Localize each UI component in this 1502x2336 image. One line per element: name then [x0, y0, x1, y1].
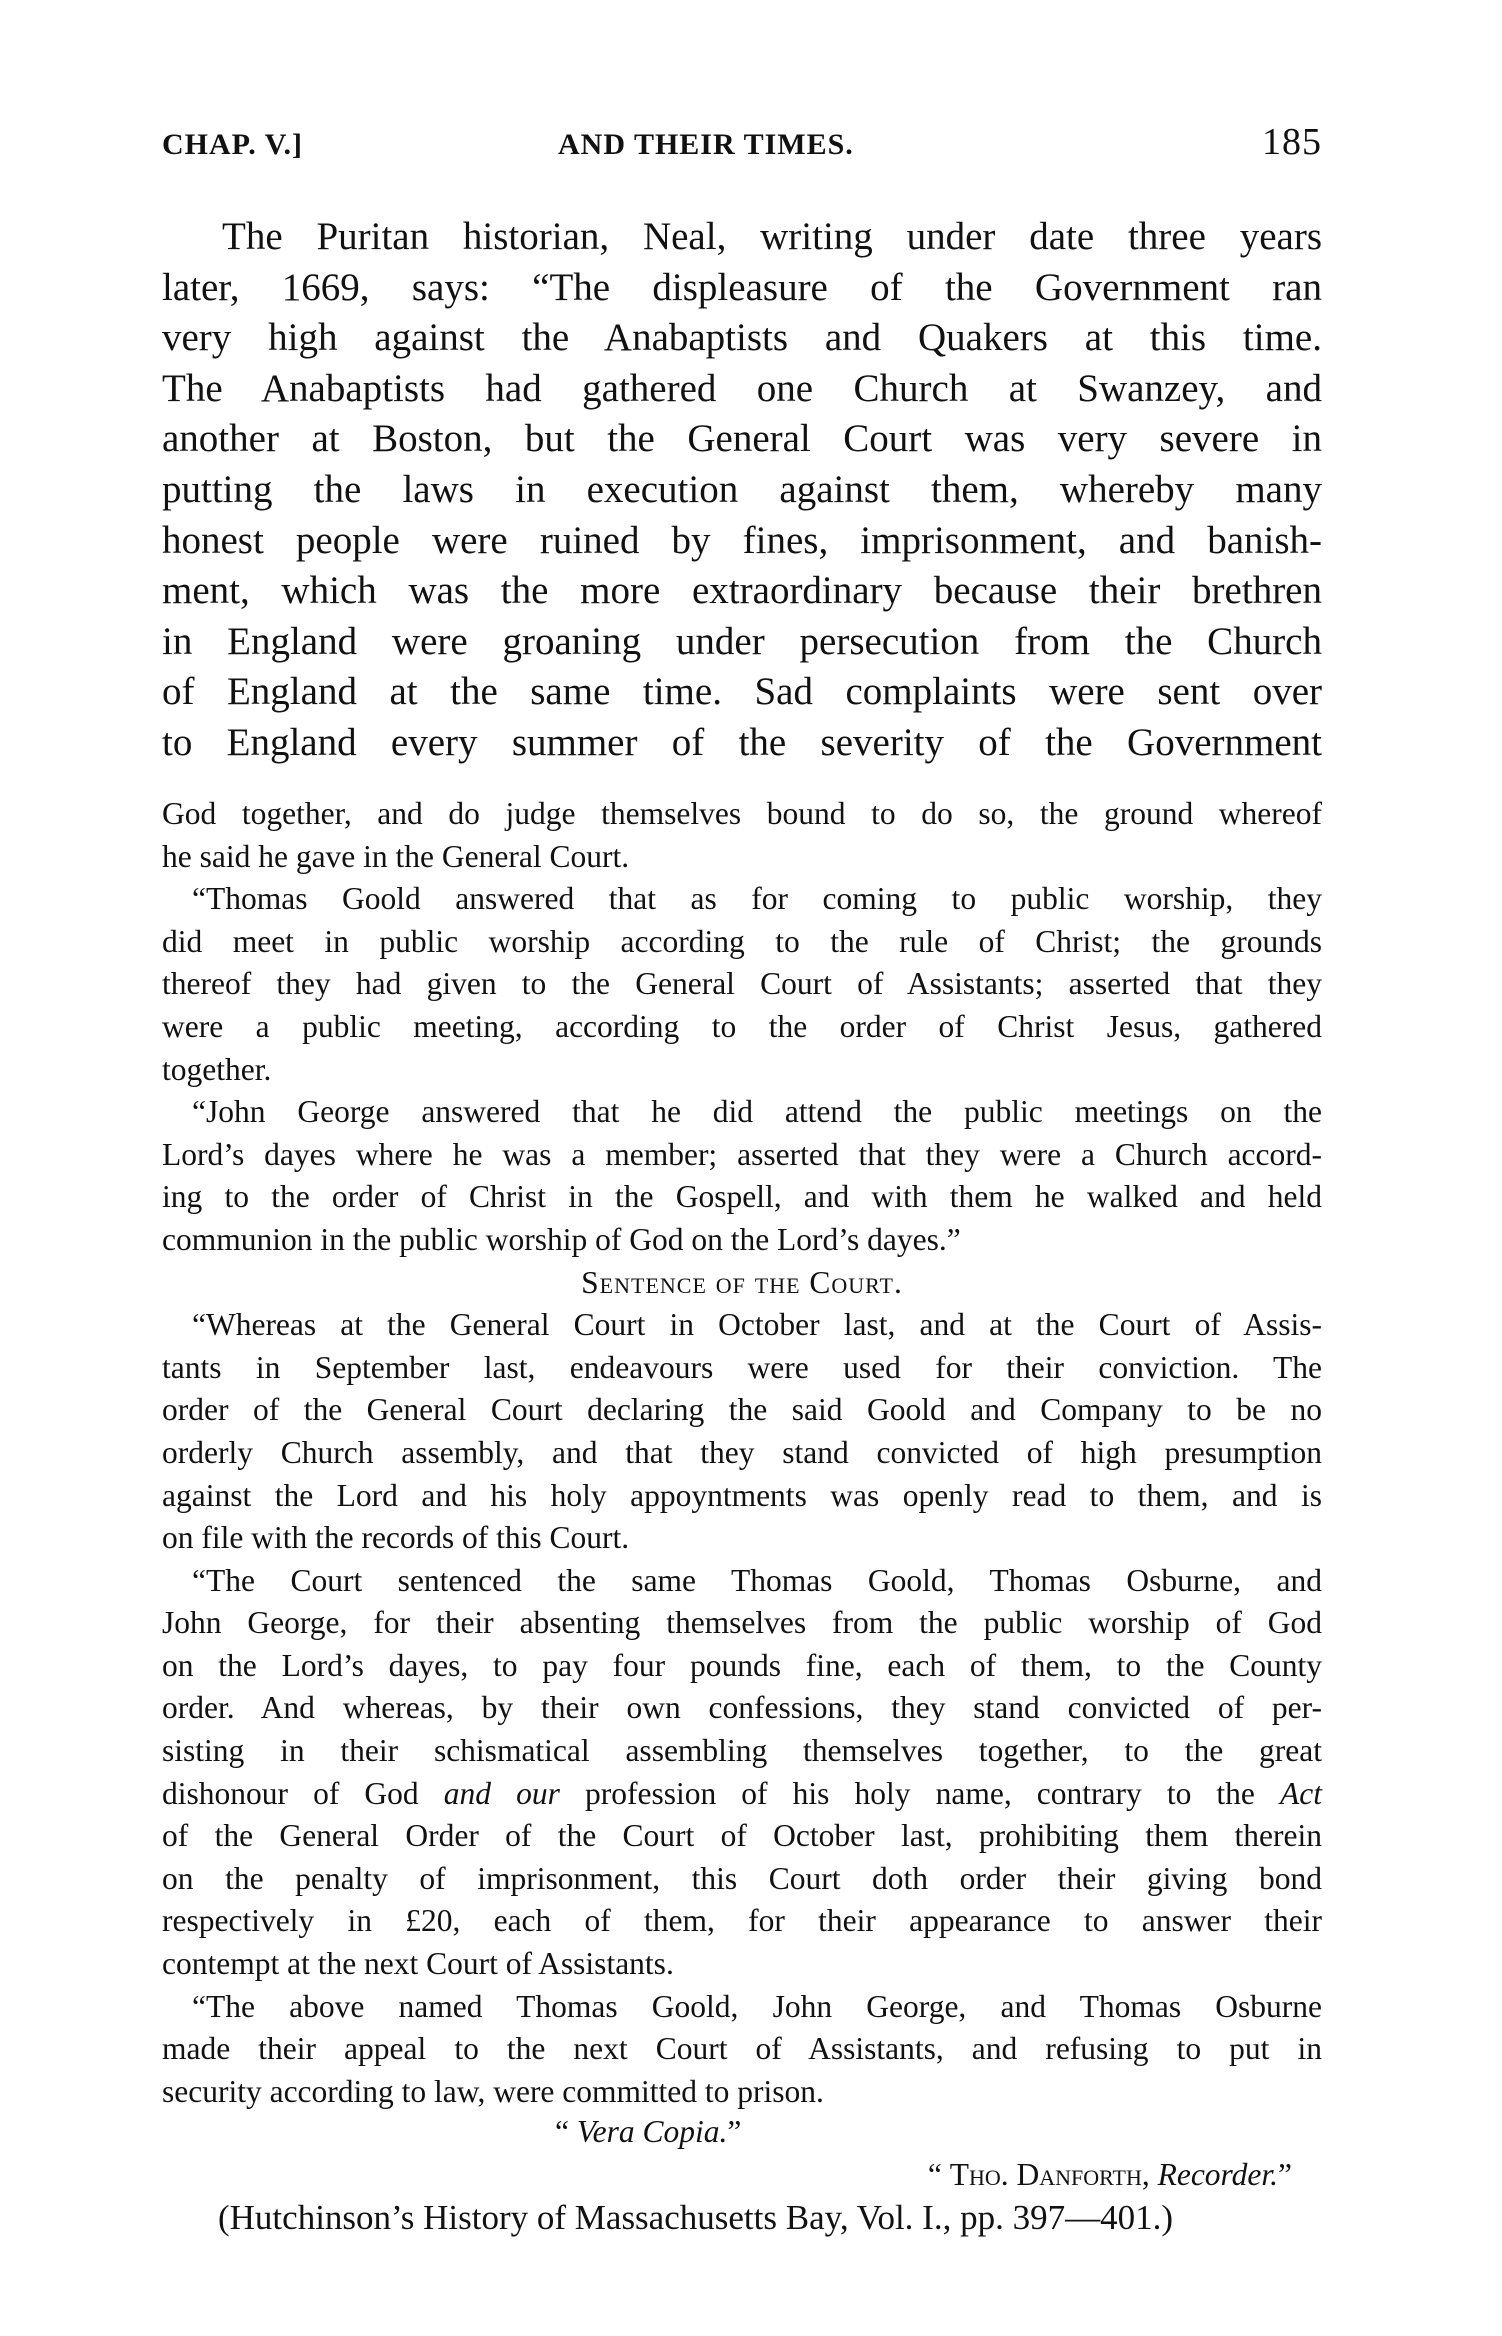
- recorder-name: Tho. Danforth,: [949, 2157, 1150, 2192]
- recorder-signature: [928, 2157, 1292, 2193]
- footnote-line: “John George answered that he did attend the public meetings on the: [192, 1094, 1322, 1130]
- italic-text: Act: [1280, 1775, 1322, 1811]
- text-segment: dishonour of God: [162, 1775, 444, 1811]
- footnote-line: thereof they had given to the General Court of Assistants; asserted that they: [162, 966, 1322, 1002]
- text-line: later, 1669, says: “The displeasure of the Government ran: [162, 265, 1322, 309]
- text-line: in England were groaning under persecution from the Church: [162, 619, 1322, 663]
- footnote-line: God together, and do judge themselves bound to do so, the ground whereof: [162, 796, 1322, 831]
- quote-close: ”: [1278, 2157, 1292, 2192]
- footnote-line: contempt at the next Court of Assistants.: [162, 1946, 674, 1982]
- running-head-chapter: CHAP. V.]: [162, 128, 303, 161]
- italic-text: and our: [443, 1775, 560, 1811]
- page-number: 185: [1262, 121, 1322, 163]
- footnote-line: on the penalty of imprisonment, this Court doth order their giving bond: [162, 1860, 1322, 1896]
- footnote-line: tants in September last, endeavours were used for their conviction. The: [162, 1349, 1322, 1385]
- footnote-line: communion in the public worship of God on the Lord’s dayes.”: [162, 1221, 961, 1257]
- footnote-text: [162, 793, 1322, 2113]
- text-line: to England every summer of the severity of the Government: [162, 720, 1322, 764]
- footnote-line: security according to law, were committed to prison.: [162, 2073, 824, 2109]
- quote-close: ”: [727, 2114, 742, 2149]
- text-line: honest people were ruined by fines, imprisonment, and banish-: [162, 518, 1322, 562]
- text-line: another at Boston, but the General Court was very severe in: [162, 417, 1322, 461]
- footnote-line: he said he gave in the General Court.: [162, 838, 630, 874]
- citation: (Hutchinson’s History of Massachusetts Bay, Vol. I., pp. 397—401.): [218, 2198, 1173, 2237]
- text-line: putting the laws in execution against them, whereby many: [162, 467, 1322, 511]
- footnote-line: against the Lord and his holy appoyntments was openly read to them, and is: [162, 1477, 1322, 1513]
- footnote-line: were a public meeting, according to the order of Christ Jesus, gathered: [162, 1008, 1322, 1044]
- footnote-line: “The Court sentenced the same Thomas Goold, Thomas Osburne, and: [192, 1562, 1322, 1598]
- footnote-line: order of the General Court declaring the said Goold and Company to be no: [162, 1392, 1322, 1428]
- footnote-line: “The above named Thomas Goold, John George, and Thomas Osburne: [192, 1988, 1322, 2024]
- footnote-line: on the Lord’s dayes, to pay four pounds fine, each of them, to the County: [162, 1647, 1322, 1683]
- running-head-title: AND THEIR TIMES.: [558, 128, 854, 161]
- footnote-line: orderly Church assembly, and that they stand convicted of high presumption: [162, 1434, 1322, 1470]
- footnote-line: sisting in their schismatical assembling themselves together, to the great: [162, 1733, 1322, 1769]
- footnote-line: “Thomas Goold answered that as for coming to public worship, they: [192, 881, 1322, 917]
- footnote-line: of the General Order of the Court of October last, prohibiting them therein: [162, 1818, 1322, 1854]
- text-line: The Anabaptists had gathered one Church at Swanzey, and: [162, 366, 1322, 410]
- vera-copia-text: Vera Copia.: [576, 2114, 728, 2149]
- main-text: [162, 212, 1322, 769]
- footnote-line: [162, 1773, 1322, 1816]
- text-line: of England at the same time. Sad complaints were sent over: [162, 670, 1322, 714]
- section-heading: Sentence of the Court.: [581, 1264, 903, 1300]
- footnote-line: “Whereas at the General Court in October last, and at the Court of Assis-: [192, 1307, 1322, 1343]
- footnote-line: respectively in £20, each of them, for their appearance to answer their: [162, 1903, 1322, 1939]
- footnote-line: made their appeal to the next Court of Assistants, and refusing to put in: [162, 2031, 1322, 2067]
- text-line: very high against the Anabaptists and Quakers at this time.: [162, 316, 1322, 360]
- quote-open: “: [555, 2114, 577, 2149]
- vera-copia: [555, 2114, 741, 2150]
- text-segment: profession of his holy name, contrary to the: [559, 1775, 1281, 1811]
- text-line: The Puritan historian, Neal, writing under date three years: [222, 215, 1322, 258]
- recorder-title: Recorder.: [1157, 2157, 1279, 2192]
- footnote-line: order. And whereas, by their own confessions, they stand convicted of per-: [162, 1690, 1322, 1726]
- footnote-line: on file with the records of this Court.: [162, 1520, 630, 1556]
- footnote-line: Lord’s dayes where he was a member; asserted that they were a Church accord-: [162, 1136, 1322, 1172]
- footnote-line: ing to the order of Christ in the Gospell, and with them he walked and held: [162, 1179, 1322, 1215]
- footnote-line: John George, for their absenting themselves from the public worship of God: [162, 1605, 1322, 1641]
- footnote-line: did meet in public worship according to the rule of Christ; the grounds: [162, 923, 1322, 959]
- footnote-line: together.: [162, 1051, 272, 1087]
- text-line: ment, which was the more extraordinary because their brethren: [162, 569, 1322, 613]
- quote-open: “: [927, 2157, 950, 2192]
